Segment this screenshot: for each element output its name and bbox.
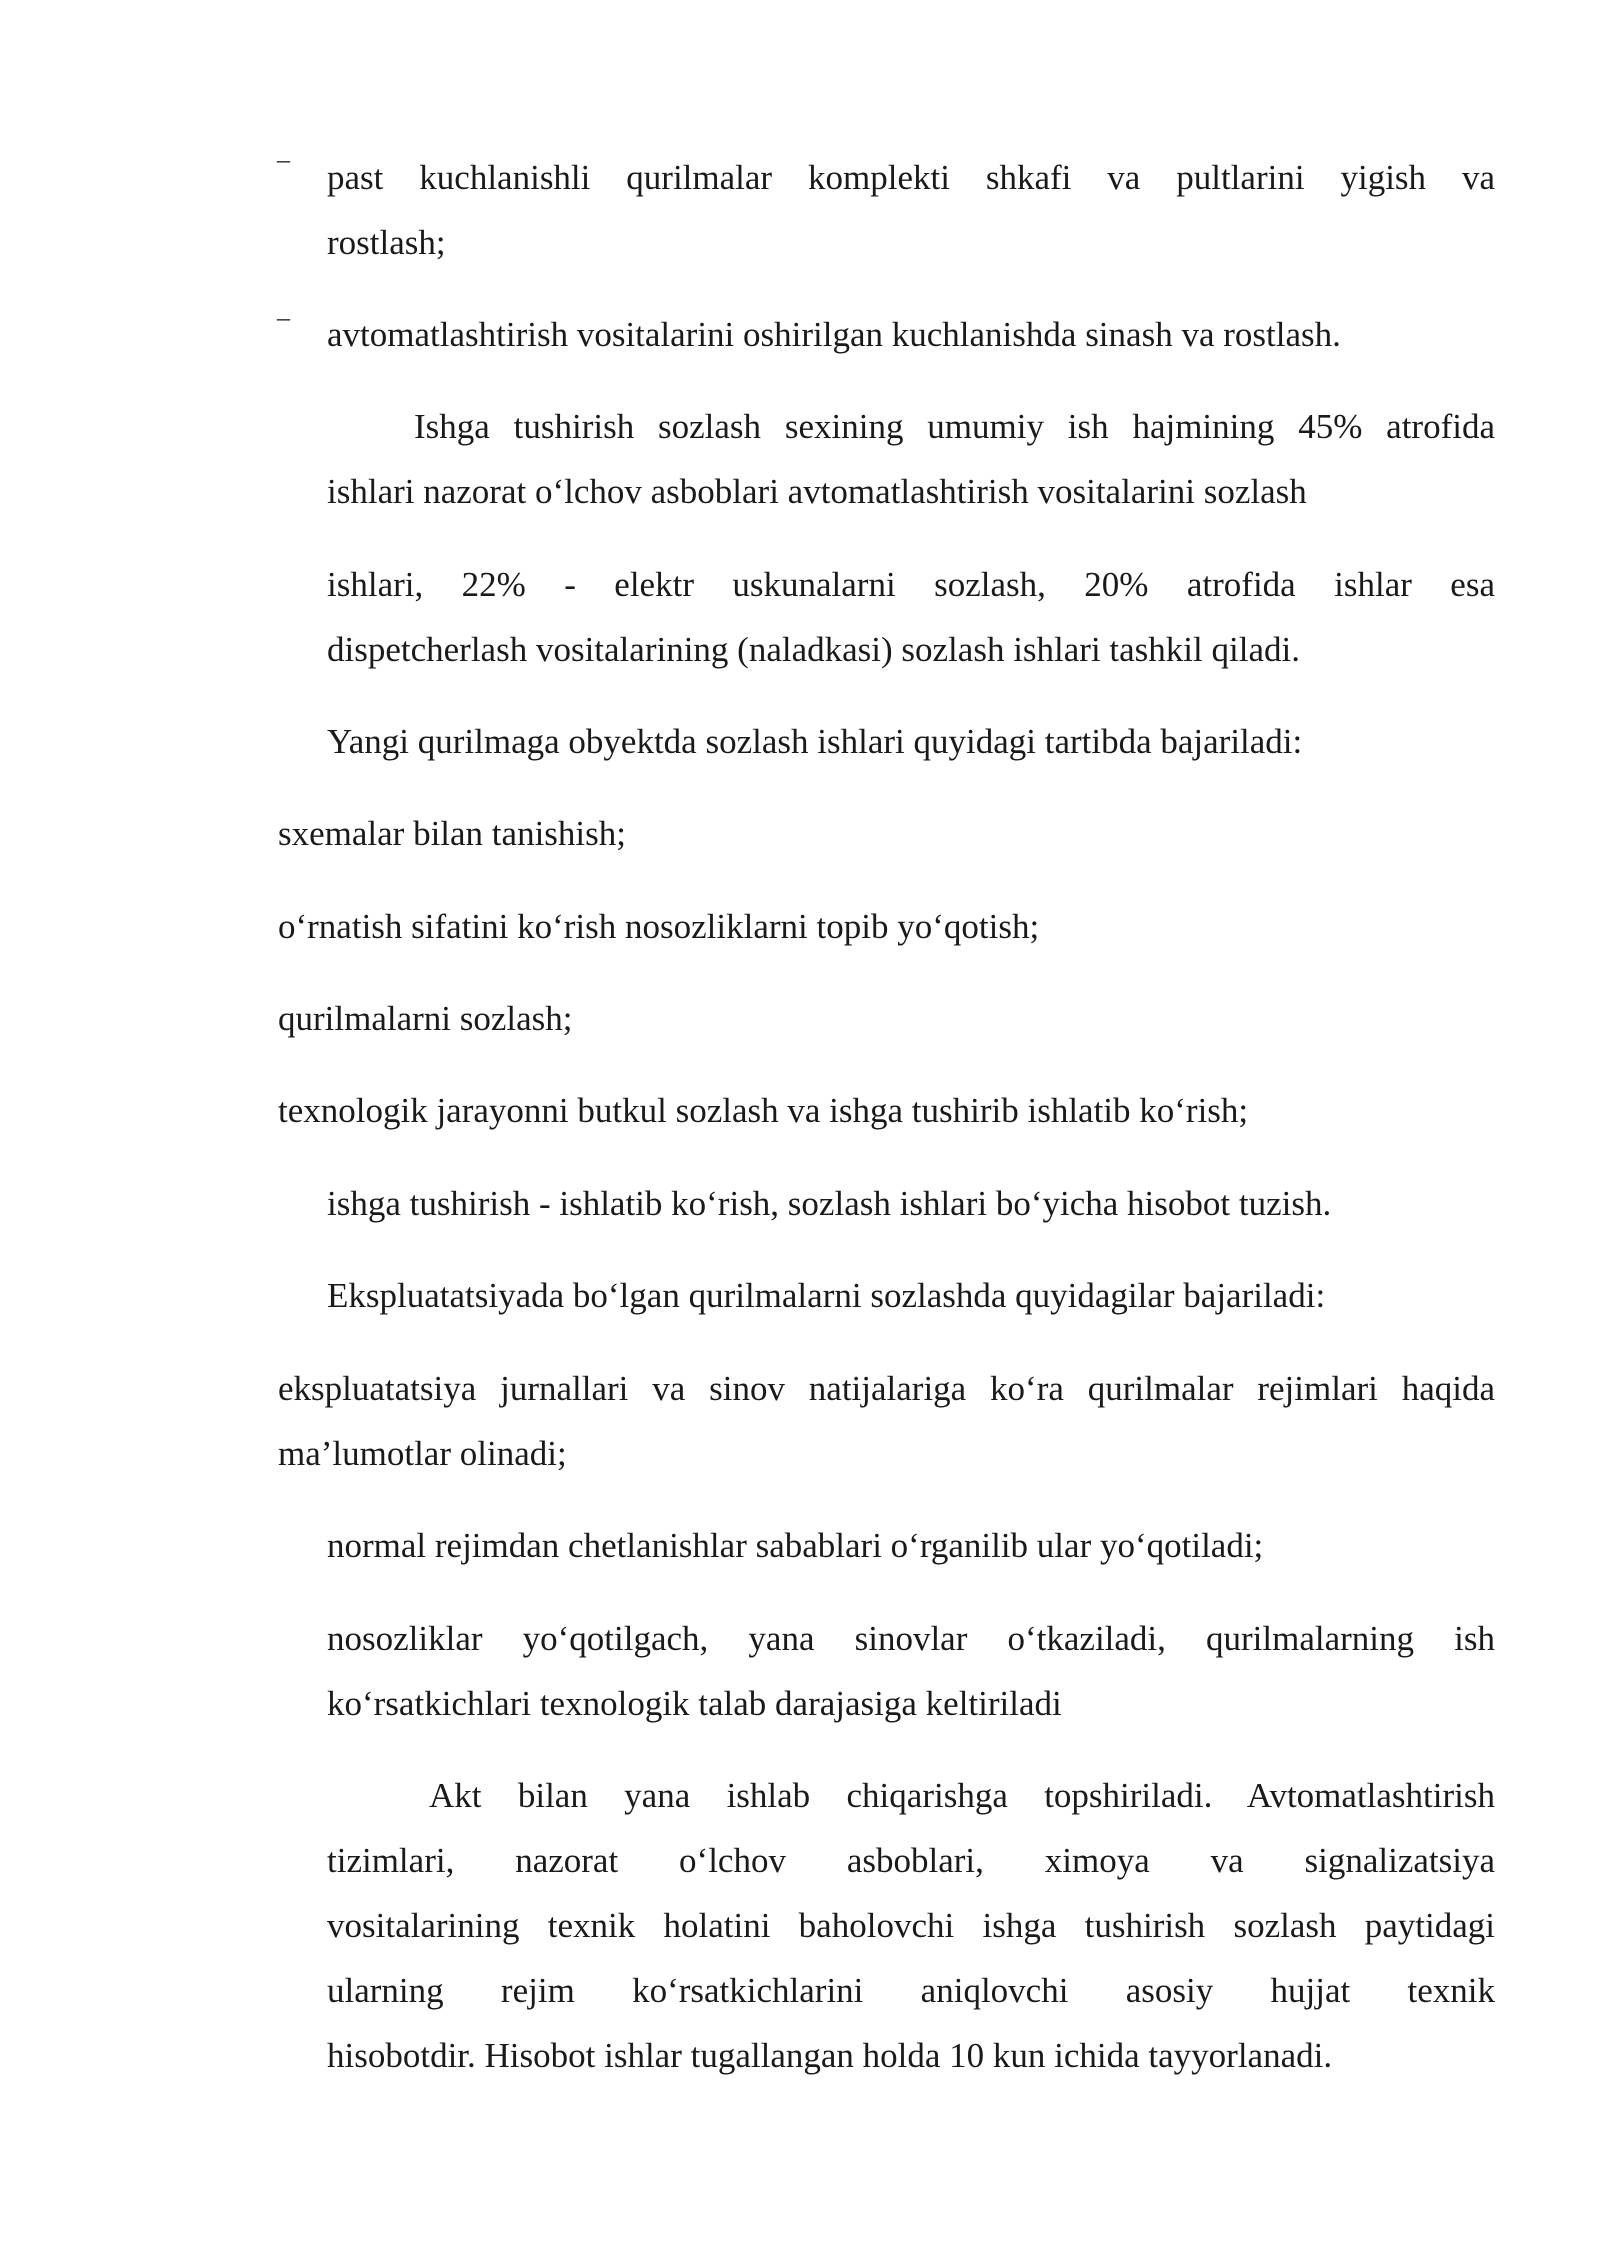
paragraph-line: sxemalar bilan tanishish; xyxy=(278,814,626,853)
paragraph-line: tizimlari, nazorat o‘lchov asboblari, ximoya va signalizatsiya xyxy=(327,1841,1495,1880)
paragraph-line: hisobotdir. Hisobot ishlar tugallangan holda 10 kun ichida tayyorlanadi. xyxy=(327,2036,1333,2075)
bullet-item-2: avtomatlashtirish vositalarini oshirilgan kuchlanishda sinash va rostlash. xyxy=(327,315,1341,354)
bullet-item-1-line-1: past kuchlanishli qurilmalar komplekti shkafi va pultlarini yigish va xyxy=(327,158,1495,197)
paragraph-line: Akt bilan yana ishlab chiqarishga topshiriladi. Avtomatlashtirish xyxy=(429,1776,1495,1815)
paragraph-line: dispetcherlash vositalarining (naladkasi) sozlash ishlari tashkil qiladi. xyxy=(327,630,1300,669)
paragraph-line: ma’lumotlar olinadi; xyxy=(278,1434,567,1473)
paragraph-line: Ishga tushirish sozlash sexining umumiy ish hajmining 45% atrofida xyxy=(414,407,1495,446)
paragraph-line: ishlari nazorat o‘lchov asboblari avtomatlashtirish vositalarini sozlash xyxy=(327,472,1307,511)
paragraph-line: ekspluatatsiya jurnallari va sinov natijalariga ko‘ra qurilmalar rejimlari haqida xyxy=(278,1369,1495,1408)
paragraph-line: texnologik jarayonni butkul sozlash va ishga tushirib ishlatib ko‘rish; xyxy=(278,1091,1249,1130)
paragraph-line: Ekspluatatsiyada bo‘lgan qurilmalarni sozlashda quyidagilar bajariladi: xyxy=(327,1276,1326,1315)
bullet-marker: _ xyxy=(277,136,290,165)
paragraph-line: ishga tushirish - ishlatib ko‘rish, sozlash ishlari bo‘yicha hisobot tuzish. xyxy=(327,1184,1332,1223)
paragraph-line: ishlari, 22% - elektr uskunalarni sozlash, 20% atrofida ishlar esa xyxy=(327,565,1495,604)
paragraph-line: ularning rejim ko‘rsatkichlarini aniqlovchi asosiy hujjat texnik xyxy=(327,1971,1495,2010)
bullet-marker: _ xyxy=(277,294,290,323)
paragraph-line: qurilmalarni sozlash; xyxy=(278,999,573,1038)
paragraph-line: normal rejimdan chetlanishlar sabablari o‘rganilib ular yo‘qotiladi; xyxy=(327,1526,1264,1565)
paragraph-line: o‘rnatish sifatini ko‘rish nosozliklarni topib yo‘qotish; xyxy=(278,907,1040,946)
paragraph-line: Yangi qurilmaga obyektda sozlash ishlari quyidagi tartibda bajariladi: xyxy=(327,722,1303,761)
paragraph-line: nosozliklar yo‘qotilgach, yana sinovlar o‘tkaziladi, qurilmalarning ish xyxy=(327,1619,1495,1658)
bullet-item-1-line-2: rostlash; xyxy=(327,223,446,262)
paragraph-line: ko‘rsatkichlari texnologik talab darajasiga keltiriladi xyxy=(327,1684,1062,1723)
paragraph-line: vositalarining texnik holatini baholovchi ishga tushirish sozlash paytidagi xyxy=(327,1906,1495,1945)
